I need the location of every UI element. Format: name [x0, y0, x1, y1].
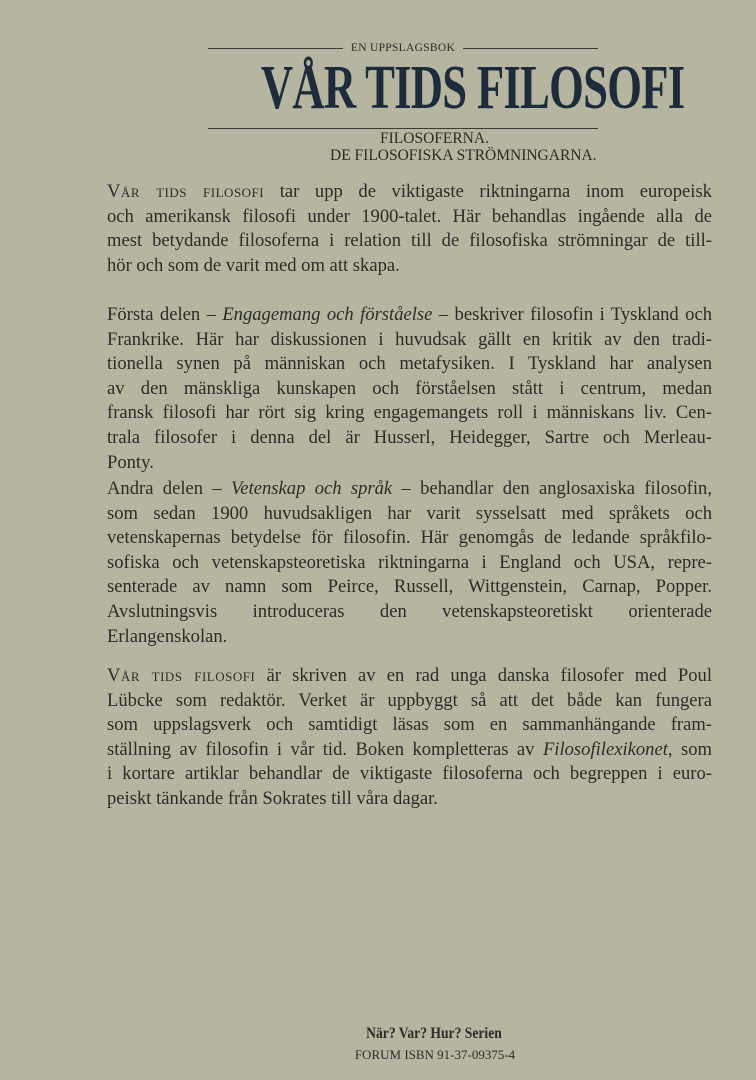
text: Ponty. [107, 451, 154, 473]
text: tar upp de viktigaste riktningarna inom europeisk [264, 181, 712, 202]
text: av den mänskliga kunskapen och förståelsen stått i centrum, medan [107, 377, 712, 399]
small-caps-title: Vår tids filosofi [107, 181, 265, 202]
text-line [107, 328, 712, 353]
text-line [107, 477, 712, 502]
text-line [107, 180, 712, 205]
text-line [107, 787, 712, 812]
text-line [107, 426, 712, 451]
text: Första delen – [107, 304, 223, 325]
text: peiskt tänkande från Sokrates till våra dagar. [107, 787, 438, 809]
text-line [107, 303, 712, 328]
text: – behandlar den anglosaxiska filosofin, [392, 478, 712, 499]
text-line [107, 352, 712, 377]
series-name: När? Var? Hur? Serien [366, 1025, 502, 1042]
text-line [107, 526, 712, 551]
text-line [107, 377, 712, 402]
text: som sedan 1900 huvudsakligen har varit sysselsatt med språkets och [107, 502, 712, 524]
italic-text: Engagemang och förståelse [222, 304, 433, 325]
text: Avslutningsvis introduceras den vetenskapsteoretiskt orienterade [107, 600, 712, 622]
divider [208, 128, 598, 129]
text: hör och som de varit med om att skapa. [107, 254, 400, 276]
subtitle [330, 130, 750, 164]
text-line [107, 551, 712, 576]
text: ställning av filosofin i vår tid. Boken kompletteras av [107, 738, 543, 760]
text: är skriven av en rad unga danska filosofer med Poul [255, 665, 712, 686]
italic-text: Vetenskap och språk [231, 478, 393, 499]
text: tionella synen på människan och metafysiken. I Tyskland har analysen [107, 353, 712, 375]
paragraph-1 [107, 180, 712, 278]
text: trala filosofer i denna del är Husserl, Heidegger, Sartre och Merleau- [107, 426, 712, 448]
text: som uppslagsverk och samtidigt läsas som en sammanhängande fram- [107, 714, 712, 736]
text-line [107, 738, 712, 763]
text: Erlangenskolan. [107, 625, 228, 647]
text: , som [667, 738, 712, 760]
text: vetenskapernas betydelse för filosofin. Här genomgås de ledande språkfilo- [107, 527, 712, 549]
text-line [107, 451, 712, 476]
text: senterade av namn som Peirce, Russell, Wittgenstein, Carnap, Popper. [107, 576, 712, 598]
italic-text: Filosofilexikonet [542, 738, 668, 760]
text-line [107, 205, 712, 230]
text: sofiska och vetenskapsteoretiska riktningarna i England och USA, repre- [107, 551, 712, 573]
text-line [107, 600, 712, 625]
kicker-text: EN UPPSLAGSBOK [350, 42, 456, 54]
text-line [107, 229, 712, 254]
paragraph-4 [107, 664, 712, 812]
text-line [107, 254, 712, 279]
text-line [107, 762, 712, 787]
text: och amerikansk filosofi under 1900-talet. Här behandlas ingående alla de [107, 205, 712, 227]
text-line [107, 689, 712, 714]
text-line [107, 664, 712, 689]
divider [463, 48, 598, 49]
text: Lübcke som redaktör. Verket är uppbyggt så att det både kan fungera [107, 689, 712, 711]
isbn: FORUM ISBN 91-37-09375-4 [354, 1047, 516, 1062]
subtitle-line-2: DE FILOSOFISKA STRÖMNINGARNA. [330, 147, 597, 164]
text-line [107, 502, 712, 527]
text-line [107, 713, 712, 738]
book-title: VÅR TIDS FILOSOFI [260, 54, 685, 122]
text-line [107, 575, 712, 600]
paragraph-3 [107, 477, 712, 649]
text-line [107, 625, 712, 650]
text: mest betydande filosoferna i relation till de filosofiska strömningar de till- [107, 230, 712, 252]
divider [208, 48, 343, 49]
text: Andra delen – [107, 478, 232, 499]
text-line [107, 401, 712, 426]
subtitle-line-1: FILOSOFERNA. [380, 130, 489, 147]
text: i kortare artiklar behandlar de viktigaste filosoferna och begreppen i euro- [107, 763, 712, 785]
text: – beskriver filosofin i Tyskland och [432, 304, 712, 325]
text: fransk filosofi har rört sig kring engagemangets roll i människans liv. Cen- [107, 402, 712, 424]
small-caps-title: Vår tids filosofi [107, 665, 256, 686]
text: Frankrike. Här har diskussionen i huvudsak gällt en kritik av den tradi- [107, 328, 712, 350]
paragraph-2 [107, 303, 712, 475]
